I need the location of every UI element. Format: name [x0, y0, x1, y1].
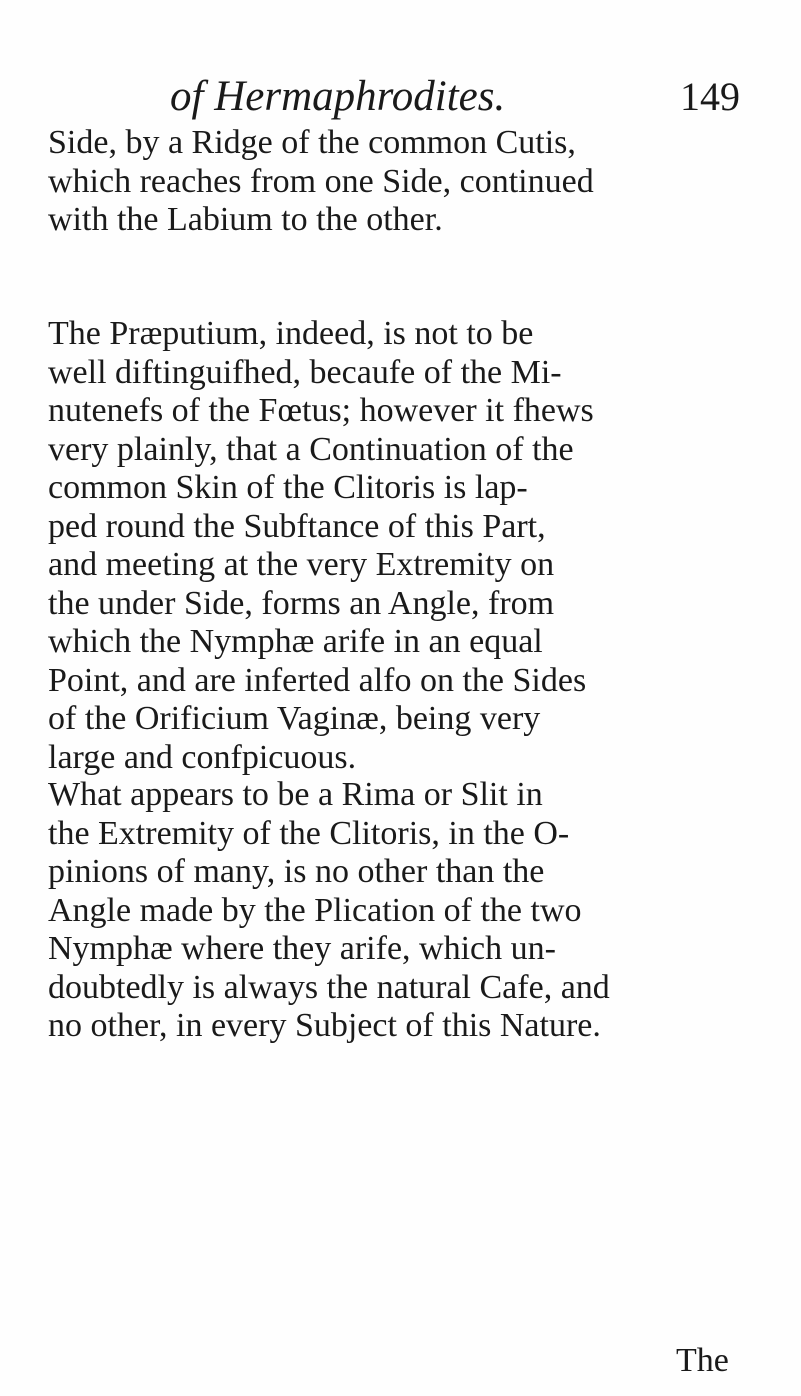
text-line: the Extremity of the Clitoris, in the O- [48, 814, 570, 852]
text-line: with the Labium to the other. [48, 201, 443, 238]
text-line: very plainly, that a Continuation of the [48, 430, 574, 468]
text-line: which the Nymphæ arife in an equal [48, 623, 543, 660]
text-line: well diftinguifhed, becaufe of the Mi- [48, 353, 562, 391]
text-line: no other, in every Subject of this Nature. [48, 1007, 601, 1044]
text-line: Nymphæ where they arife, which un- [48, 930, 556, 967]
text-line: ped round the Subftance of this Part, [48, 507, 546, 545]
text-line: and meeting at the very Extremity on [48, 546, 555, 583]
paragraph-1 [48, 124, 768, 240]
text-line: What appears to be a Rima or Slit in [48, 776, 543, 813]
page-number: 149 [680, 74, 740, 119]
text-line: The Præputium, indeed, is not to be [48, 315, 534, 352]
text-line: doubtedly is always the natural Cafe, and [48, 968, 610, 1006]
running-title: of Hermaphrodites. [170, 73, 506, 120]
text-line: the under Side, forms an Angle, from [48, 584, 555, 622]
text-line: pinions of many, is no other than the [48, 853, 545, 890]
text-line: Side, by a Ridge of the common Cutis, [48, 124, 576, 161]
catchword: The [676, 1342, 729, 1379]
text-line: which reaches from one Side, continued [48, 162, 594, 200]
text-line: large and confpicuous. [48, 738, 357, 776]
text-line: common Skin of the Clitoris is lap- [48, 469, 528, 506]
text-line: Point, and are inferted alfo on the Sides [48, 661, 587, 699]
text-line: of the Orificium Vaginæ, being very [48, 700, 541, 737]
paragraph-3 [48, 776, 768, 1046]
text-line: Angle made by the Plication of the two [48, 891, 582, 929]
text-line: nutenefs of the Fœtus; however it fhews [48, 392, 594, 429]
paragraph-2 [48, 315, 768, 777]
